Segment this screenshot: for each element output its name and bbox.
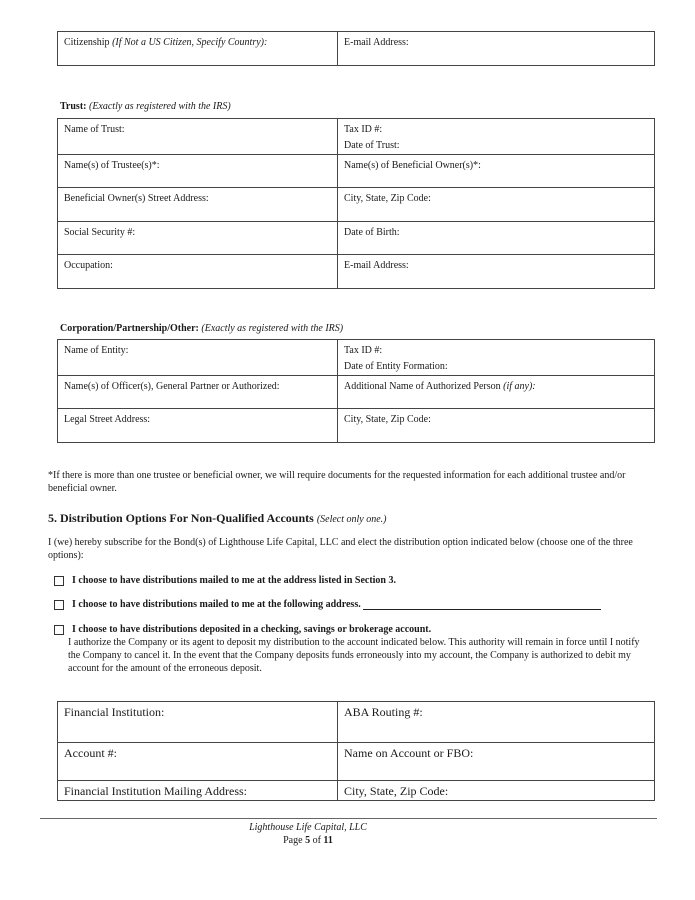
trust-heading: Trust: (Exactly as registered with the IRS) (60, 101, 231, 112)
citizenship-field[interactable] (58, 32, 338, 66)
section5-title: Distribution Options For Non-Qualified Accounts (60, 511, 314, 525)
officers-field[interactable] (58, 376, 338, 409)
mailing-address-label: Financial Institution Mailing Address: (64, 784, 247, 798)
additional-name-field[interactable] (338, 376, 655, 409)
citizenship-label: Citizenship (64, 37, 110, 48)
additional-name-label: Additional Name of Authorized Person (344, 381, 501, 392)
page-of: of (312, 835, 321, 846)
trust-city-label: City, State, Zip Code: (344, 193, 431, 204)
page-total: 11 (323, 835, 333, 846)
option-3[interactable] (54, 624, 431, 635)
option-1-checkbox[interactable] (54, 576, 64, 586)
trust-taxid-label: Tax ID #: (344, 124, 383, 135)
beneficial-owners-label: Name(s) of Beneficial Owner(s)*: (344, 160, 481, 171)
institution-label: Financial Institution: (64, 705, 165, 719)
beneficial-owners-field[interactable] (338, 155, 655, 188)
trust-heading-note: (Exactly as registered with the IRS) (88, 101, 231, 112)
occupation-field[interactable] (58, 255, 338, 289)
account-field[interactable] (58, 743, 338, 781)
bank-city-field[interactable] (338, 781, 655, 801)
mailing-address-field[interactable] (58, 781, 338, 801)
trustees-field[interactable] (58, 155, 338, 188)
option-2-address-line[interactable] (363, 599, 601, 610)
institution-field[interactable] (58, 702, 338, 743)
corp-taxid-label: Tax ID #: (344, 345, 383, 356)
name-on-account-field[interactable] (338, 743, 655, 781)
corp-city-field[interactable] (338, 409, 655, 443)
trust-email-field[interactable] (338, 255, 655, 289)
option-2-label: I choose to have distributions mailed to me at the following address. (72, 599, 361, 610)
corp-heading-note: (Exactly as registered with the IRS) (201, 323, 344, 334)
officers-label: Name(s) of Officer(s), General Partner or Authorized: (64, 381, 280, 392)
trust-email-label: E-mail Address: (344, 260, 409, 271)
option-1-label: I choose to have distributions mailed to me at the address listed in Section 3. (72, 575, 396, 586)
section5-number: 5. (48, 511, 57, 525)
page-prefix: Page (283, 835, 303, 846)
citizenship-table (57, 31, 655, 66)
owner-street-field[interactable] (58, 188, 338, 222)
bank-table (57, 701, 655, 801)
aba-field[interactable] (338, 702, 655, 743)
footer-company: Lighthouse Life Capital, LLC (249, 822, 367, 833)
corp-taxid-field[interactable] (338, 340, 655, 376)
trust-taxid-field[interactable] (338, 119, 655, 155)
trustees-label: Name(s) of Trustee(s)*: (64, 160, 160, 171)
option-3-detail: I authorize the Company or its agent to deposit my distribution to the account indicated below. This authority will remain in force until I notify the Company to cancel it. In the event that the Company deposits funds erroneously into my account, the Company is authorized to debit my account for the amount of the erroneous deposit. (68, 637, 640, 674)
formation-date-label: Date of Entity Formation: (344, 361, 448, 372)
trust-name-field[interactable] (58, 119, 338, 155)
email-label: E-mail Address: (344, 37, 409, 48)
owner-street-label: Beneficial Owner(s) Street Address: (64, 193, 209, 204)
legal-street-field[interactable] (58, 409, 338, 443)
aba-label: ABA Routing #: (344, 705, 423, 719)
account-label: Account #: (64, 746, 117, 760)
trust-name-label: Name of Trust: (64, 124, 125, 135)
page-number (0, 835, 616, 846)
option-1[interactable] (54, 575, 396, 586)
entity-name-label: Name of Entity: (64, 345, 129, 356)
footnote: *If there is more than one trustee or beneficial owner, we will require documents for the requested information for each additional trustee and/or beneficial owner. (48, 470, 626, 494)
corp-table (57, 339, 655, 443)
citizenship-note: (If Not a US Citizen, Specify Country): (112, 37, 268, 48)
option-3-checkbox[interactable] (54, 625, 64, 635)
bank-city-label: City, State, Zip Code: (344, 784, 449, 798)
option-2-checkbox[interactable] (54, 600, 64, 610)
page-current: 5 (305, 835, 311, 846)
trust-date-label: Date of Trust: (344, 140, 400, 151)
ssn-label: Social Security #: (64, 227, 136, 238)
additional-name-note: (if any): (503, 381, 536, 392)
entity-name-field[interactable] (58, 340, 338, 376)
legal-street-label: Legal Street Address: (64, 414, 151, 425)
trust-city-field[interactable] (338, 188, 655, 222)
name-on-account-label: Name on Account or FBO: (344, 746, 474, 760)
email-field[interactable] (338, 32, 655, 66)
trust-table (57, 118, 655, 289)
dob-field[interactable] (338, 222, 655, 255)
option-3-label: I choose to have distributions deposited in a checking, savings or brokerage account. (72, 624, 432, 635)
section5-intro: I (we) hereby subscribe for the Bond(s) of Lighthouse Life Capital, LLC and elect the distribution option indicated below (choose one of the three options): (48, 537, 633, 561)
corp-city-label: City, State, Zip Code: (344, 414, 431, 425)
section5-note: (Select only one.) (316, 514, 387, 525)
occupation-label: Occupation: (64, 260, 113, 271)
ssn-field[interactable] (58, 222, 338, 255)
option-2[interactable] (54, 599, 601, 610)
corp-heading: Corporation/Partnership/Other: (Exactly as registered with the IRS) (60, 323, 344, 334)
footer-divider (40, 818, 657, 819)
section5-heading (48, 511, 387, 526)
dob-label: Date of Birth: (344, 227, 400, 238)
